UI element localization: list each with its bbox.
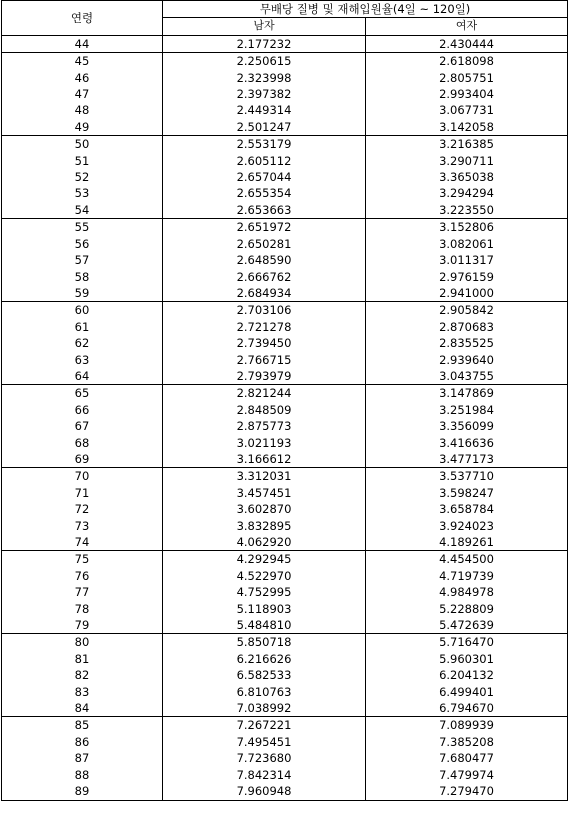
table-row bbox=[2, 584, 568, 600]
female-rate-cell: 6.204132 bbox=[366, 667, 568, 683]
table-row bbox=[2, 734, 568, 750]
male-rate-cell: 2.657044 bbox=[163, 169, 366, 185]
age-cell: 58 bbox=[2, 269, 163, 285]
age-cell: 85 bbox=[2, 717, 163, 734]
male-rate-cell: 6.216626 bbox=[163, 651, 366, 667]
male-rate-cell: 2.721278 bbox=[163, 319, 366, 335]
male-rate-cell: 3.602870 bbox=[163, 501, 366, 517]
male-column-header: 남자 bbox=[163, 18, 366, 35]
female-rate-cell: 3.223550 bbox=[366, 202, 568, 219]
female-rate-cell: 2.870683 bbox=[366, 319, 568, 335]
female-rate-cell: 3.082061 bbox=[366, 236, 568, 252]
table-row bbox=[2, 136, 568, 153]
female-rate-cell: 3.537710 bbox=[366, 468, 568, 485]
table-row bbox=[2, 651, 568, 667]
female-rate-cell: 2.941000 bbox=[366, 285, 568, 302]
female-rate-cell: 7.089939 bbox=[366, 717, 568, 734]
table-row bbox=[2, 385, 568, 402]
age-cell: 87 bbox=[2, 750, 163, 766]
male-rate-cell: 2.449314 bbox=[163, 102, 366, 118]
female-rate-cell: 3.043755 bbox=[366, 368, 568, 385]
female-column-header: 여자 bbox=[366, 18, 568, 35]
male-rate-cell: 2.501247 bbox=[163, 119, 366, 136]
age-cell: 83 bbox=[2, 684, 163, 700]
female-rate-cell: 3.290711 bbox=[366, 153, 568, 169]
age-cell: 60 bbox=[2, 302, 163, 319]
female-rate-cell: 3.142058 bbox=[366, 119, 568, 136]
age-cell: 81 bbox=[2, 651, 163, 667]
male-rate-cell: 7.495451 bbox=[163, 734, 366, 750]
table-row bbox=[2, 319, 568, 335]
table-row bbox=[2, 269, 568, 285]
age-cell: 56 bbox=[2, 236, 163, 252]
female-rate-cell: 7.479974 bbox=[366, 767, 568, 783]
male-rate-cell: 2.653663 bbox=[163, 202, 366, 219]
male-rate-cell: 2.793979 bbox=[163, 368, 366, 385]
age-cell: 70 bbox=[2, 468, 163, 485]
male-rate-cell: 2.739450 bbox=[163, 335, 366, 351]
female-rate-cell: 3.152806 bbox=[366, 219, 568, 236]
female-rate-cell: 3.067731 bbox=[366, 102, 568, 118]
male-rate-cell: 2.650281 bbox=[163, 236, 366, 252]
male-rate-cell: 2.875773 bbox=[163, 418, 366, 434]
male-rate-cell: 3.021193 bbox=[163, 435, 366, 451]
male-rate-cell: 2.821244 bbox=[163, 385, 366, 402]
female-rate-cell: 7.680477 bbox=[366, 750, 568, 766]
male-rate-cell: 2.250615 bbox=[163, 53, 366, 70]
table-row bbox=[2, 767, 568, 783]
age-cell: 88 bbox=[2, 767, 163, 783]
age-cell: 67 bbox=[2, 418, 163, 434]
male-rate-cell: 3.457451 bbox=[163, 485, 366, 501]
table-header bbox=[2, 1, 568, 36]
header-row-title bbox=[2, 1, 568, 18]
female-rate-cell: 2.805751 bbox=[366, 70, 568, 86]
age-cell: 47 bbox=[2, 86, 163, 102]
age-cell: 49 bbox=[2, 119, 163, 136]
age-cell: 72 bbox=[2, 501, 163, 517]
age-cell: 48 bbox=[2, 102, 163, 118]
age-cell: 75 bbox=[2, 551, 163, 568]
table-row bbox=[2, 667, 568, 683]
male-rate-cell: 6.810763 bbox=[163, 684, 366, 700]
male-rate-cell: 7.723680 bbox=[163, 750, 366, 766]
female-rate-cell: 4.984978 bbox=[366, 584, 568, 600]
table-row bbox=[2, 102, 568, 118]
age-cell: 74 bbox=[2, 534, 163, 551]
age-column-header: 연령 bbox=[2, 1, 163, 36]
age-cell: 61 bbox=[2, 319, 163, 335]
age-cell: 46 bbox=[2, 70, 163, 86]
male-rate-cell: 2.648590 bbox=[163, 252, 366, 268]
age-cell: 68 bbox=[2, 435, 163, 451]
female-rate-cell: 2.430444 bbox=[366, 35, 568, 52]
age-cell: 51 bbox=[2, 153, 163, 169]
female-rate-cell: 5.960301 bbox=[366, 651, 568, 667]
table-row bbox=[2, 219, 568, 236]
male-rate-cell: 4.292945 bbox=[163, 551, 366, 568]
table-row bbox=[2, 435, 568, 451]
female-rate-cell: 5.228809 bbox=[366, 601, 568, 617]
female-rate-cell: 3.011317 bbox=[366, 252, 568, 268]
table-row bbox=[2, 335, 568, 351]
table-row bbox=[2, 750, 568, 766]
male-rate-cell: 5.484810 bbox=[163, 617, 366, 634]
age-cell: 86 bbox=[2, 734, 163, 750]
male-rate-cell: 7.267221 bbox=[163, 717, 366, 734]
age-cell: 89 bbox=[2, 783, 163, 800]
age-cell: 57 bbox=[2, 252, 163, 268]
male-rate-cell: 2.703106 bbox=[163, 302, 366, 319]
table-row bbox=[2, 70, 568, 86]
table-row bbox=[2, 236, 568, 252]
table-row bbox=[2, 485, 568, 501]
male-rate-cell: 5.850718 bbox=[163, 634, 366, 651]
table-row bbox=[2, 169, 568, 185]
table-row bbox=[2, 302, 568, 319]
table-row bbox=[2, 518, 568, 534]
table-row bbox=[2, 202, 568, 219]
age-cell: 62 bbox=[2, 335, 163, 351]
male-rate-cell: 2.651972 bbox=[163, 219, 366, 236]
table-row bbox=[2, 717, 568, 734]
table-row bbox=[2, 418, 568, 434]
age-cell: 63 bbox=[2, 352, 163, 368]
table-row bbox=[2, 153, 568, 169]
table-row bbox=[2, 352, 568, 368]
table-row bbox=[2, 783, 568, 800]
male-rate-cell: 4.752995 bbox=[163, 584, 366, 600]
female-rate-cell: 3.356099 bbox=[366, 418, 568, 434]
age-cell: 66 bbox=[2, 402, 163, 418]
table-row bbox=[2, 684, 568, 700]
table-row bbox=[2, 252, 568, 268]
table-row bbox=[2, 534, 568, 551]
female-rate-cell: 6.499401 bbox=[366, 684, 568, 700]
female-rate-cell: 3.416636 bbox=[366, 435, 568, 451]
male-rate-cell: 2.553179 bbox=[163, 136, 366, 153]
male-rate-cell: 7.960948 bbox=[163, 783, 366, 800]
male-rate-cell: 2.177232 bbox=[163, 35, 366, 52]
age-cell: 77 bbox=[2, 584, 163, 600]
male-rate-cell: 3.312031 bbox=[163, 468, 366, 485]
table-row bbox=[2, 402, 568, 418]
age-cell: 65 bbox=[2, 385, 163, 402]
age-cell: 78 bbox=[2, 601, 163, 617]
age-cell: 76 bbox=[2, 568, 163, 584]
table-row bbox=[2, 634, 568, 651]
female-rate-cell: 4.189261 bbox=[366, 534, 568, 551]
age-cell: 53 bbox=[2, 185, 163, 201]
male-rate-cell: 2.666762 bbox=[163, 269, 366, 285]
female-rate-cell: 5.716470 bbox=[366, 634, 568, 651]
female-rate-cell: 3.924023 bbox=[366, 518, 568, 534]
female-rate-cell: 7.279470 bbox=[366, 783, 568, 800]
age-cell: 59 bbox=[2, 285, 163, 302]
table-row bbox=[2, 700, 568, 717]
age-cell: 80 bbox=[2, 634, 163, 651]
male-rate-cell: 5.118903 bbox=[163, 601, 366, 617]
age-cell: 50 bbox=[2, 136, 163, 153]
age-cell: 45 bbox=[2, 53, 163, 70]
table-row bbox=[2, 119, 568, 136]
female-rate-cell: 7.385208 bbox=[366, 734, 568, 750]
male-rate-cell: 2.684934 bbox=[163, 285, 366, 302]
female-rate-cell: 2.905842 bbox=[366, 302, 568, 319]
table-row bbox=[2, 468, 568, 485]
age-cell: 73 bbox=[2, 518, 163, 534]
age-cell: 54 bbox=[2, 202, 163, 219]
table-row bbox=[2, 185, 568, 201]
table-row bbox=[2, 501, 568, 517]
female-rate-cell: 3.251984 bbox=[366, 402, 568, 418]
female-rate-cell: 3.598247 bbox=[366, 485, 568, 501]
age-cell: 55 bbox=[2, 219, 163, 236]
female-rate-cell: 3.477173 bbox=[366, 451, 568, 468]
male-rate-cell: 6.582533 bbox=[163, 667, 366, 683]
female-rate-cell: 2.976159 bbox=[366, 269, 568, 285]
male-rate-cell: 2.766715 bbox=[163, 352, 366, 368]
age-cell: 44 bbox=[2, 35, 163, 52]
male-rate-cell: 2.848509 bbox=[163, 402, 366, 418]
female-rate-cell: 3.658784 bbox=[366, 501, 568, 517]
table-row bbox=[2, 86, 568, 102]
female-rate-cell: 2.835525 bbox=[366, 335, 568, 351]
age-cell: 79 bbox=[2, 617, 163, 634]
male-rate-cell: 2.605112 bbox=[163, 153, 366, 169]
male-rate-cell: 4.062920 bbox=[163, 534, 366, 551]
age-cell: 71 bbox=[2, 485, 163, 501]
table-row bbox=[2, 601, 568, 617]
female-rate-cell: 2.618098 bbox=[366, 53, 568, 70]
male-rate-cell: 4.522970 bbox=[163, 568, 366, 584]
age-cell: 69 bbox=[2, 451, 163, 468]
table-row bbox=[2, 285, 568, 302]
age-cell: 84 bbox=[2, 700, 163, 717]
male-rate-cell: 2.655354 bbox=[163, 185, 366, 201]
male-rate-cell: 7.038992 bbox=[163, 700, 366, 717]
table-row bbox=[2, 568, 568, 584]
male-rate-cell: 2.323998 bbox=[163, 70, 366, 86]
rate-title-header: 무배당 질병 및 재해입원율(4일 ~ 120일) bbox=[163, 1, 568, 18]
table-row bbox=[2, 617, 568, 634]
table-row bbox=[2, 368, 568, 385]
age-cell: 64 bbox=[2, 368, 163, 385]
female-rate-cell: 2.939640 bbox=[366, 352, 568, 368]
male-rate-cell: 3.166612 bbox=[163, 451, 366, 468]
female-rate-cell: 5.472639 bbox=[366, 617, 568, 634]
female-rate-cell: 3.294294 bbox=[366, 185, 568, 201]
female-rate-cell: 3.147869 bbox=[366, 385, 568, 402]
female-rate-cell: 3.216385 bbox=[366, 136, 568, 153]
female-rate-cell: 2.993404 bbox=[366, 86, 568, 102]
table-row bbox=[2, 551, 568, 568]
age-cell: 52 bbox=[2, 169, 163, 185]
male-rate-cell: 3.832895 bbox=[163, 518, 366, 534]
male-rate-cell: 7.842314 bbox=[163, 767, 366, 783]
female-rate-cell: 4.719739 bbox=[366, 568, 568, 584]
table-row bbox=[2, 35, 568, 52]
female-rate-cell: 3.365038 bbox=[366, 169, 568, 185]
table-row bbox=[2, 53, 568, 70]
table-row bbox=[2, 451, 568, 468]
hospitalization-rate-table bbox=[1, 0, 568, 801]
male-rate-cell: 2.397382 bbox=[163, 86, 366, 102]
age-cell: 82 bbox=[2, 667, 163, 683]
female-rate-cell: 4.454500 bbox=[366, 551, 568, 568]
female-rate-cell: 6.794670 bbox=[366, 700, 568, 717]
table-body bbox=[2, 35, 568, 800]
